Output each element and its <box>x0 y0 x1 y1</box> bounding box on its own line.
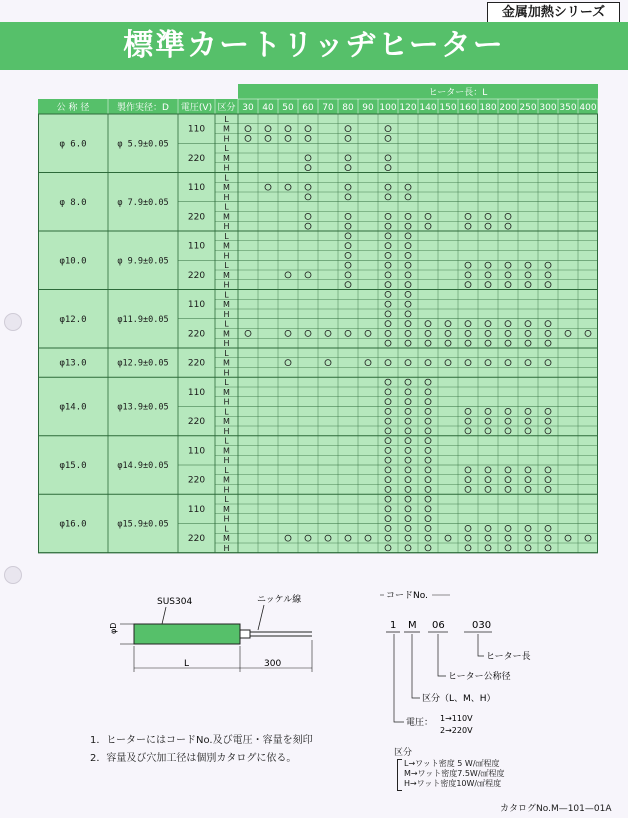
code-part-voltage: 1 <box>390 620 397 631</box>
nominal-diameter: φ15.0 <box>59 461 87 471</box>
kubun-L: L <box>224 319 229 329</box>
nominal-diameter: φ16.0 <box>59 519 87 530</box>
kubun-H: H <box>223 280 230 290</box>
kubun-H: H <box>223 426 230 436</box>
length-header-30: 30 <box>242 103 254 113</box>
length-header-200: 200 <box>499 103 517 113</box>
kubun-L: L <box>224 144 229 153</box>
legend-m: M→ワット密度7.5W/㎠程度 <box>404 769 505 778</box>
kubun-M: M <box>223 124 230 134</box>
length-header-80: 80 <box>342 103 354 113</box>
length-header-70: 70 <box>322 103 334 113</box>
voltage-value: 110 <box>187 300 206 311</box>
length-header-160: 160 <box>459 103 477 113</box>
kubun-M: M <box>223 475 230 485</box>
code-kubun: 区分（L、M、H） <box>422 694 496 704</box>
code-part-length: 030 <box>472 620 492 631</box>
kubun-H: H <box>223 134 230 144</box>
series-label: 金属加熱シリーズ <box>487 2 620 24</box>
code-part-dia: 06 <box>432 620 445 631</box>
voltage-value: 110 <box>187 241 206 252</box>
actual-diameter: φ15.9±0.05 <box>117 519 169 530</box>
length-header-300: 300 <box>539 103 557 113</box>
kubun-L: L <box>224 495 229 504</box>
length-header-250: 250 <box>519 103 537 113</box>
voltage-value: 220 <box>187 270 206 281</box>
kubun-M: M <box>223 212 230 222</box>
kubun-L: L <box>224 231 229 241</box>
kubun-M: M <box>223 446 230 456</box>
kubun-L: L <box>224 378 229 387</box>
binder-hole <box>4 566 22 584</box>
legend-l: L→ワット密度 5 W/㎠程度 <box>404 759 500 768</box>
kubun-M: M <box>223 270 230 280</box>
kubun-H: H <box>223 456 230 465</box>
note-1: 1．ヒーターにはコードNo.及び電圧・容量を刻印 <box>90 735 313 746</box>
heater-length-header: ヒーター長：L <box>428 88 488 98</box>
actual-diameter: φ11.9±0.05 <box>117 314 169 325</box>
lead-label: ニッケル線 <box>257 595 302 605</box>
legend-h: H→ワット密度10W/㎠程度 <box>404 779 502 788</box>
kubun-L: L <box>224 290 229 300</box>
kubun-M: M <box>223 183 230 192</box>
voltage-value: 220 <box>187 534 206 545</box>
kubun-M: M <box>223 358 230 368</box>
code-voltage-2: 2→220V <box>440 726 473 735</box>
kubun-L: L <box>224 348 229 358</box>
code-heater-length: ヒーター長 <box>486 652 531 662</box>
kubun-L: L <box>224 524 229 534</box>
voltage-value: 220 <box>187 329 206 340</box>
note-2: 2．容量及び穴加工径は個別カタログに依る。 <box>90 753 297 764</box>
length-header-100: 100 <box>379 103 397 113</box>
kubun-H: H <box>223 163 230 173</box>
kubun-M: M <box>223 300 230 309</box>
heater-body <box>134 624 240 644</box>
kubun-H: H <box>223 397 230 407</box>
page-title: 標準カートリッヂヒーター <box>0 22 628 70</box>
kubun-M: M <box>223 417 230 426</box>
sheath-label: SUS304 <box>157 597 193 607</box>
voltage-value: 110 <box>187 124 206 135</box>
length-label: L <box>184 659 190 669</box>
length-header-40: 40 <box>262 103 274 113</box>
voltage-value: 220 <box>187 417 206 428</box>
length-header-60: 60 <box>302 103 314 113</box>
length-header-350: 350 <box>559 103 577 113</box>
length-header-90: 90 <box>362 103 374 113</box>
voltage-value: 220 <box>187 212 206 223</box>
column-header-3: 区分 <box>217 103 236 113</box>
voltage-value: 220 <box>187 153 206 164</box>
actual-diameter: φ 7.9±0.05 <box>117 197 169 208</box>
kubun-L: L <box>224 114 229 124</box>
kubun-L: L <box>224 261 229 270</box>
actual-diameter: φ14.9±0.05 <box>117 461 169 471</box>
nominal-diameter: φ13.0 <box>59 358 87 369</box>
voltage-value: 220 <box>187 475 206 486</box>
kubun-L: L <box>224 407 229 417</box>
heater-spec-table <box>38 84 598 577</box>
code-part-kubun: M <box>408 620 417 631</box>
kubun-H: H <box>223 368 230 378</box>
actual-diameter: φ 9.9±0.05 <box>117 256 169 267</box>
nominal-diameter: φ12.0 <box>59 314 87 325</box>
kubun-M: M <box>223 387 230 397</box>
column-header-0: 公 称 径 <box>56 103 90 113</box>
kubun-H: H <box>223 309 230 319</box>
kubun-H: H <box>223 543 230 553</box>
voltage-value: 110 <box>187 446 206 457</box>
kubun-H: H <box>223 514 230 524</box>
voltage-value: 110 <box>187 387 206 398</box>
voltage-value: 110 <box>187 504 206 515</box>
code-number-diagram <box>380 588 580 738</box>
lead-length: 300 <box>264 659 282 669</box>
diameter-label: φD <box>109 622 118 634</box>
kubun-H: H <box>223 222 230 231</box>
kubun-L: L <box>224 436 229 446</box>
kubun-M: M <box>223 241 230 251</box>
kubun-H: H <box>223 485 230 495</box>
kubun-L: L <box>224 202 229 212</box>
kubun-M: M <box>223 329 230 339</box>
length-header-150: 150 <box>439 103 457 113</box>
length-header-180: 180 <box>479 103 497 113</box>
length-header-140: 140 <box>419 103 437 113</box>
kubun-H: H <box>223 192 230 202</box>
kubun-L: L <box>224 173 229 183</box>
nominal-diameter: φ14.0 <box>59 402 87 413</box>
nominal-diameter: φ 8.0 <box>59 197 87 208</box>
heater-diagram <box>100 590 340 690</box>
column-header-1: 製作実径：D <box>117 103 169 113</box>
legend-title: 区分 <box>394 748 413 758</box>
catalog-number: カタログNo.M—101—01A <box>500 804 612 814</box>
length-header-120: 120 <box>399 103 417 113</box>
actual-diameter: φ12.9±0.05 <box>117 358 169 369</box>
kubun-L: L <box>224 465 229 475</box>
code-voltage-1: 1→110V <box>440 714 473 723</box>
voltage-value: 220 <box>187 358 206 369</box>
nominal-diameter: φ 6.0 <box>59 139 87 150</box>
kubun-M: M <box>223 504 230 514</box>
actual-diameter: φ13.9±0.05 <box>117 402 169 413</box>
actual-diameter: φ 5.9±0.05 <box>117 139 169 150</box>
kubun-M: M <box>223 534 230 543</box>
code-voltage-label: 電圧： <box>406 718 434 728</box>
kubun-H: H <box>223 339 230 348</box>
voltage-value: 110 <box>187 183 206 194</box>
length-header-50: 50 <box>282 103 294 113</box>
binder-hole <box>4 313 22 331</box>
nominal-diameter: φ10.0 <box>59 256 87 267</box>
kubun-H: H <box>223 251 230 261</box>
code-heater-dia: ヒーター公称径 <box>448 672 511 682</box>
length-header-400: 400 <box>579 103 597 113</box>
code-title: コードNo. <box>386 591 428 601</box>
column-header-2: 電圧(V) <box>180 103 213 113</box>
kubun-M: M <box>223 153 230 163</box>
